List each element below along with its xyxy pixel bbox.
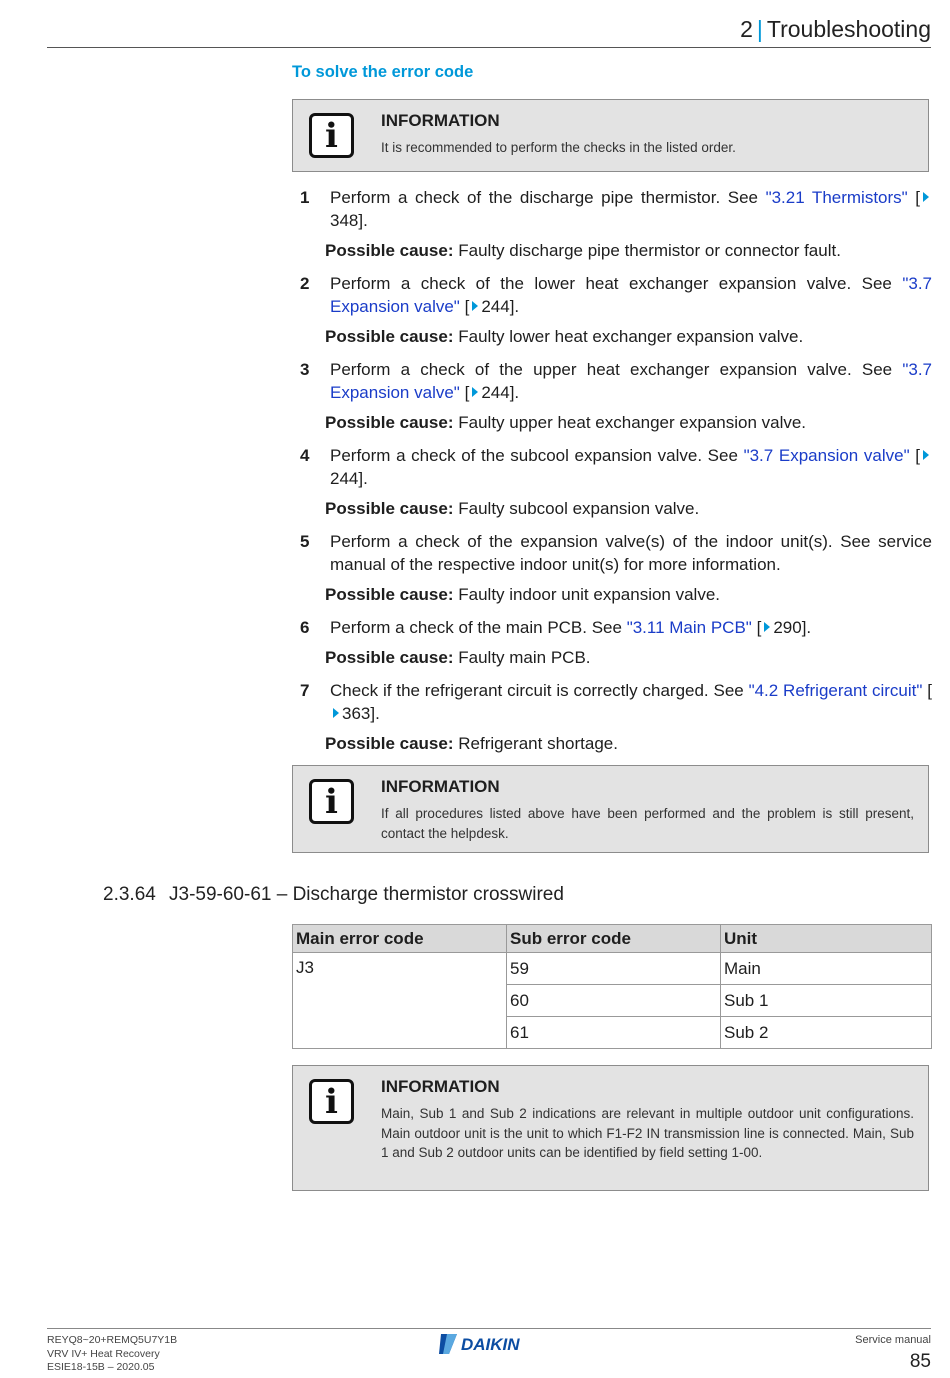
step-number: 5: [300, 532, 310, 551]
table-row: [293, 953, 932, 985]
main-code-cell: J3: [293, 953, 507, 1049]
information-icon: i: [309, 779, 354, 824]
step-text: Perform a check of the expansion valve(s) of the indoor unit(s). See service manual of the respective indoor unit(s) for more information.: [330, 532, 932, 574]
link-thermistors[interactable]: "3.21 Thermistors": [765, 188, 908, 207]
possible-cause: Possible cause: Faulty upper heat exchanger expansion valve.: [325, 413, 807, 432]
information-icon: i: [309, 113, 354, 158]
page-reference[interactable]: 290: [773, 618, 802, 637]
step-number: 1: [300, 188, 310, 207]
footer-model: REYQ8~20+REMQ5U7Y1B: [47, 1334, 178, 1346]
information-text: Main, Sub 1 and Sub 2 indications are relevant in multiple outdoor unit configurations. Main outdoor unit is the unit to which F1-F2 IN transmission line is connected. Main, Sub 1 and Sub 2 outdoor units can be identified by field setting 1-00.: [381, 1106, 914, 1160]
footer-doc-id: ESIE18-15B – 2020.05: [47, 1361, 155, 1373]
page-ref-arrow-icon: [923, 450, 929, 460]
footer-series: VRV IV+ Heat Recovery: [47, 1347, 160, 1360]
step-7: [292, 679, 932, 755]
information-text: If all procedures listed above have been performed and the problem is still present, contact the helpdesk.: [381, 806, 914, 841]
step-3: [292, 358, 932, 434]
step-1: [292, 186, 932, 262]
sub-code-cell: 60: [507, 985, 721, 1017]
unit-cell: Sub 2: [721, 1017, 932, 1049]
step-number: 6: [300, 618, 310, 637]
possible-cause: Possible cause: Faulty discharge pipe thermistor or connector fault.: [325, 241, 841, 260]
possible-cause: Possible cause: Faulty lower heat exchanger expansion valve.: [325, 327, 804, 346]
information-text: It is recommended to perform the checks in the listed order.: [381, 140, 736, 155]
page-ref-arrow-icon: [764, 622, 770, 632]
unit-cell: Sub 1: [721, 985, 932, 1017]
procedure-steps: [292, 186, 932, 765]
page-ref-arrow-icon: [472, 301, 478, 311]
page-reference[interactable]: 348: [330, 211, 359, 230]
step-text: Check if the refrigerant circuit is correctly charged. See "4.2 Refrigerant circuit" [363].: [330, 681, 932, 723]
header-separator: |: [756, 16, 763, 42]
step-number: 7: [300, 681, 310, 700]
page-reference[interactable]: 244: [330, 469, 359, 488]
step-number: 2: [300, 274, 310, 293]
link-expansion-valve[interactable]: "3.7 Expansion valve": [743, 446, 910, 465]
unit-cell: Main: [721, 953, 932, 985]
step-4: [292, 444, 932, 520]
step-5: [292, 530, 932, 606]
possible-cause: Possible cause: Faulty subcool expansion valve.: [325, 499, 700, 518]
subsection-number: 2.3.64: [103, 884, 156, 905]
step-text: Perform a check of the discharge pipe thermistor. See "3.21 Thermistors" [348].: [330, 186, 932, 232]
information-title: INFORMATION: [381, 111, 500, 130]
step-text: Perform a check of the subcool expansion valve. See "3.7 Expansion valve" [244].: [330, 444, 932, 490]
step-text: Perform a check of the lower heat exchanger expansion valve. See "3.7 Expansion valve" [ 244].: [330, 274, 932, 316]
possible-cause: Possible cause: Refrigerant shortage.: [325, 734, 618, 753]
link-main-pcb[interactable]: "3.11 Main PCB": [626, 618, 752, 637]
link-expansion-valve[interactable]: "3.7 Expansion valve": [330, 274, 932, 316]
section-heading: To solve the error code: [292, 63, 474, 81]
link-refrigerant-circuit[interactable]: "4.2 Refrigerant circuit": [748, 681, 923, 700]
page-ref-arrow-icon: [923, 192, 929, 202]
step-number: 4: [300, 446, 310, 465]
column-header: Main error code: [293, 925, 507, 953]
footer-doc-type: Service manual: [855, 1334, 931, 1346]
information-title: INFORMATION: [381, 777, 500, 796]
page-header: [47, 14, 931, 48]
information-icon: i: [309, 1079, 354, 1124]
column-header: Unit: [721, 925, 932, 953]
chapter-title: [740, 16, 931, 43]
column-header: Sub error code: [507, 925, 721, 953]
page-number: 85: [909, 1351, 931, 1372]
possible-cause: Possible cause: Faulty indoor unit expansion valve.: [325, 585, 721, 604]
chapter-name: Troubleshooting: [766, 16, 931, 42]
step-number: 3: [300, 360, 310, 379]
information-box-1: [292, 99, 929, 172]
page-reference[interactable]: 244: [481, 297, 510, 316]
step-text: Perform a check of the upper heat exchanger expansion valve. See "3.7 Expansion valve" [ 244].: [330, 360, 932, 402]
information-box-3: [292, 1065, 929, 1191]
page-reference[interactable]: 244: [481, 383, 510, 402]
possible-cause: Possible cause: Faulty main PCB.: [325, 648, 591, 667]
sub-code-cell: 59: [507, 953, 721, 985]
step-2: [292, 272, 932, 348]
page-ref-arrow-icon: [472, 387, 478, 397]
information-title: INFORMATION: [381, 1077, 500, 1096]
subsection-heading: [103, 884, 564, 906]
error-code-table: [292, 924, 932, 1049]
chapter-number: 2: [740, 16, 753, 42]
subsection-title: J3-59-60-61 – Discharge thermistor crosswired: [169, 884, 564, 905]
step-6: [292, 616, 932, 669]
logo-text: DAIKIN: [461, 1335, 520, 1354]
page-footer: [47, 1328, 931, 1373]
page-ref-arrow-icon: [333, 708, 339, 718]
table-header-row: [293, 925, 932, 953]
page-reference[interactable]: 363: [342, 704, 371, 723]
footer-model-info: [47, 1334, 177, 1375]
link-expansion-valve[interactable]: "3.7 Expansion valve": [330, 360, 932, 402]
information-box-2: [292, 765, 929, 853]
step-text: Perform a check of the main PCB. See "3.11 Main PCB" [ 290].: [330, 618, 812, 637]
sub-code-cell: 61: [507, 1017, 721, 1049]
daikin-logo: [439, 1332, 539, 1356]
